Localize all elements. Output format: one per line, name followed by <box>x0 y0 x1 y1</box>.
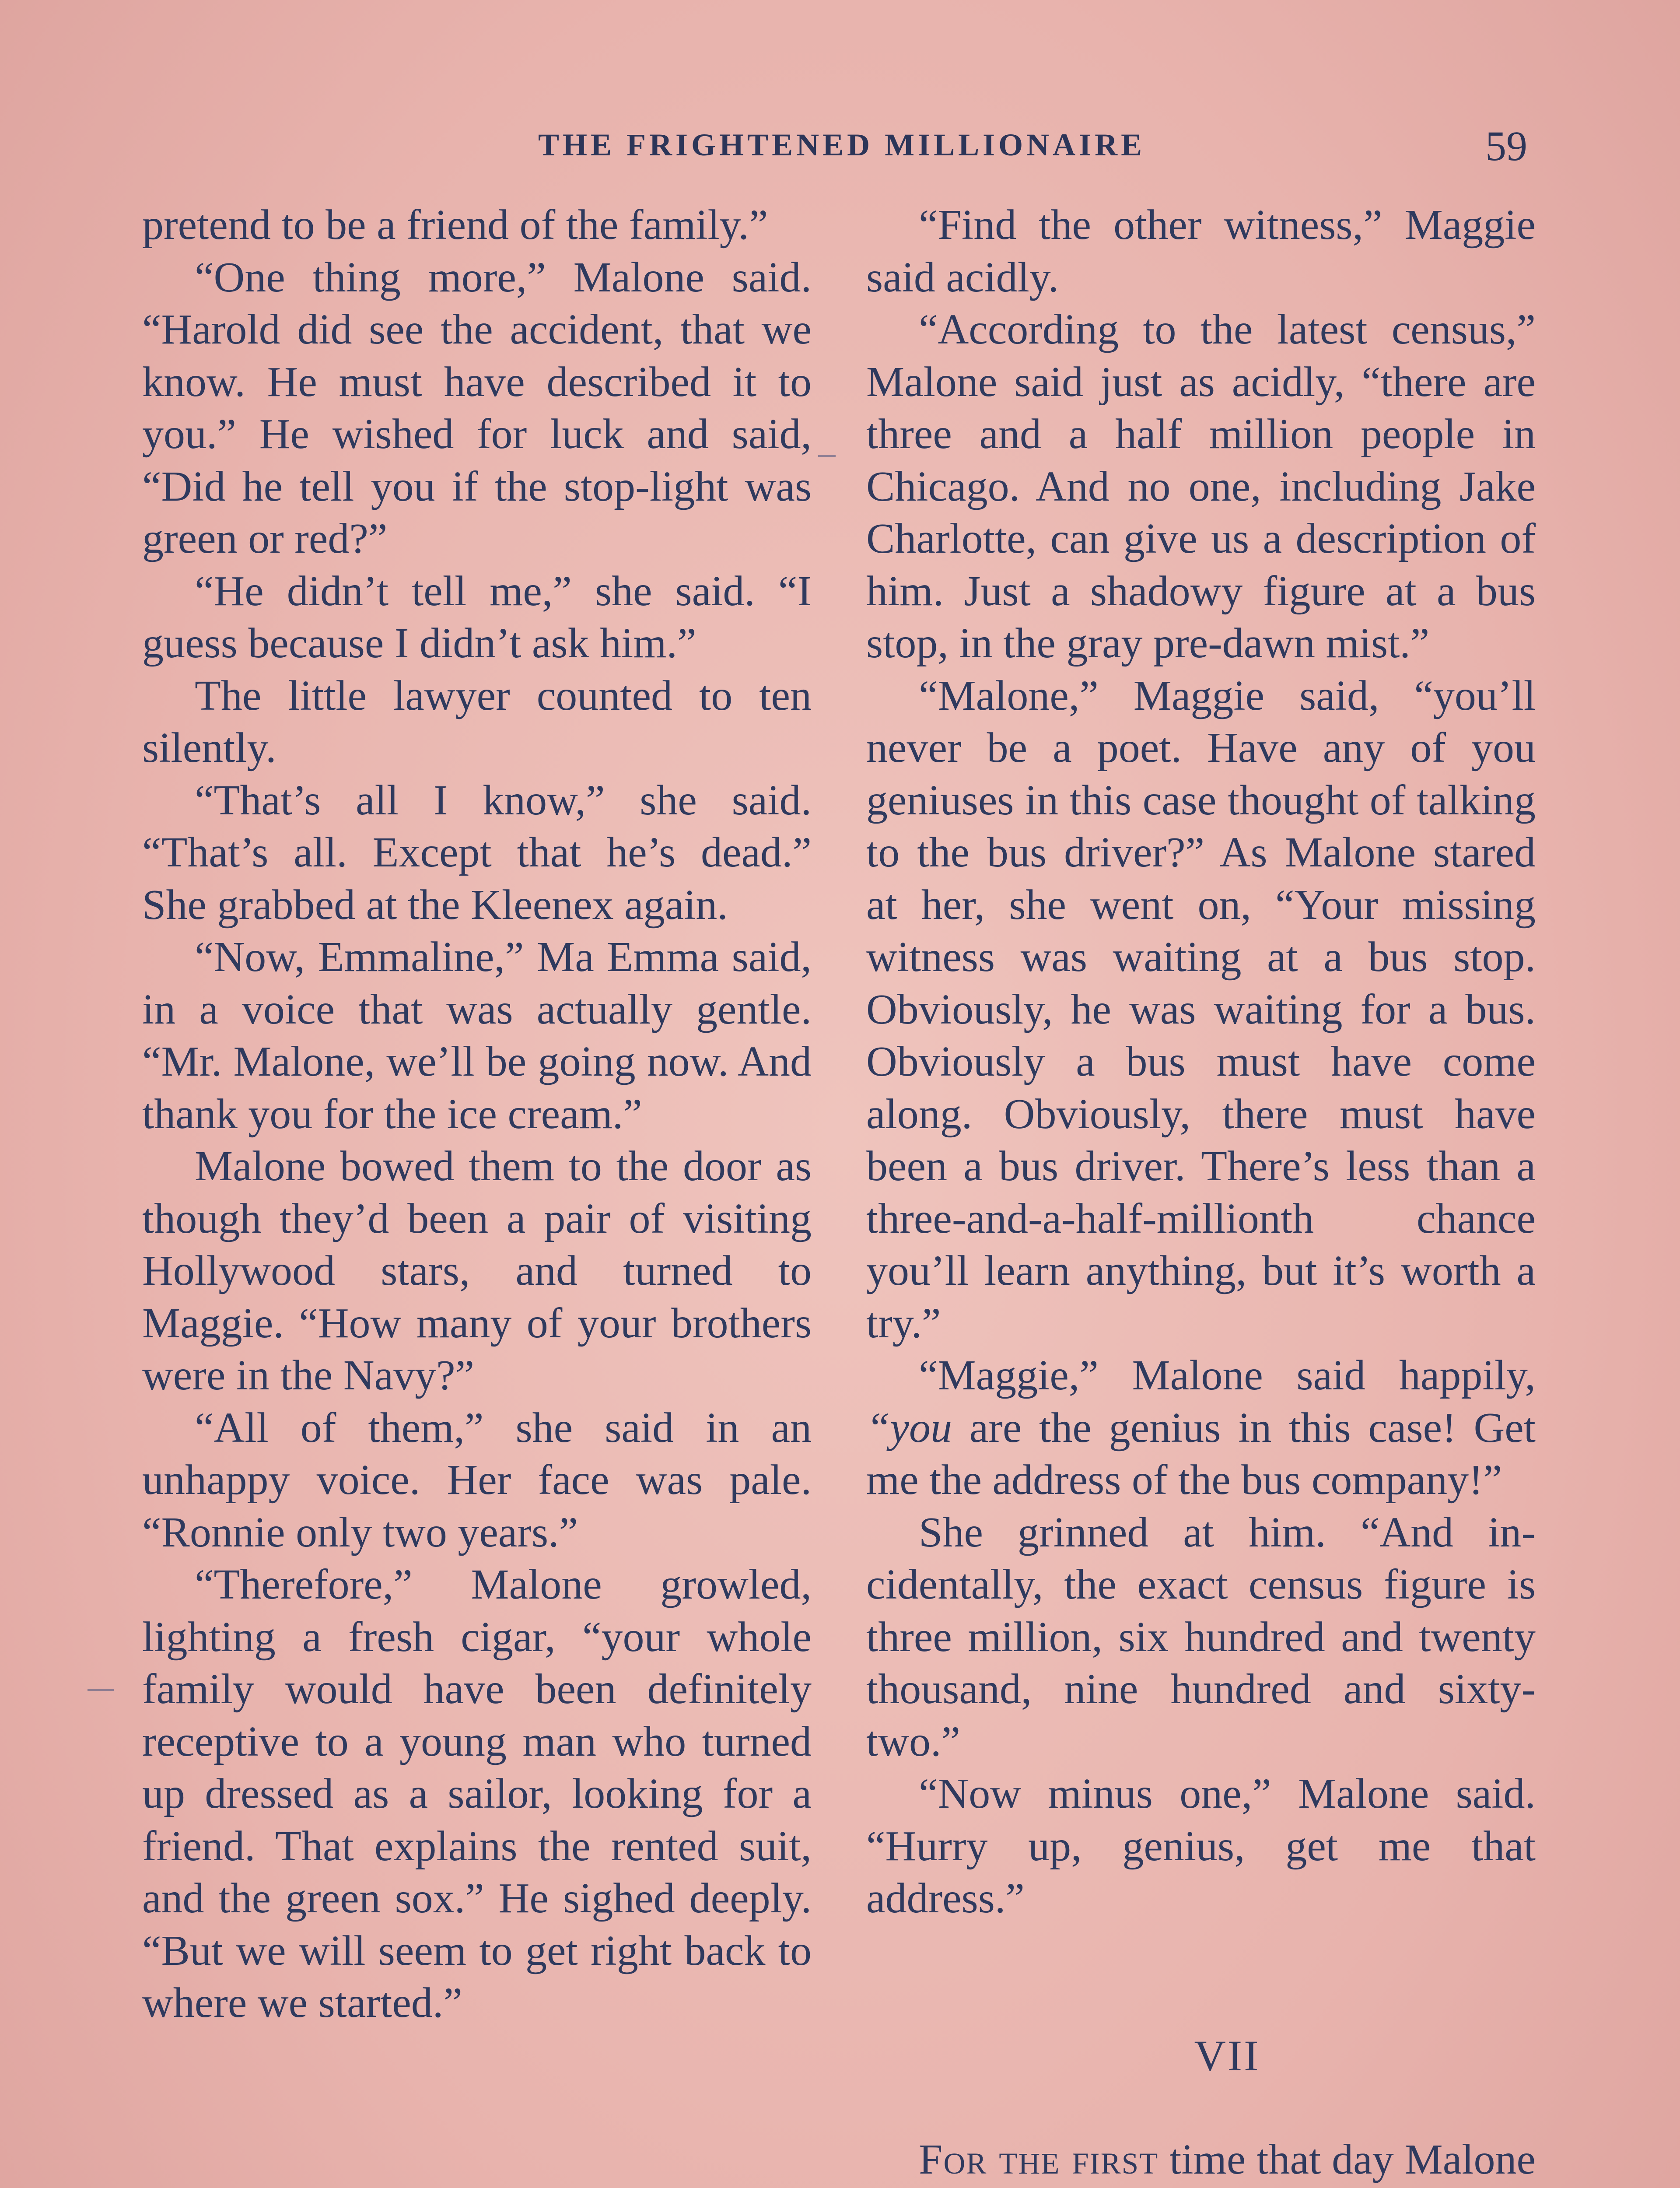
paragraph: Malone bowed them to the door as though they’d been a pair of visiting Hollywood stars, and turned to Maggie. “How many of your brothers were in the Navy?” <box>142 1143 812 1399</box>
paragraph: “He didn’t tell me,” she said. “I guess because I didn’t ask him.” <box>142 567 812 667</box>
spacer <box>866 2082 1536 2134</box>
paragraph-text: “Maggie,” Malone said happily, <box>919 1352 1536 1399</box>
page-number: 59 <box>1485 123 1527 169</box>
paragraph: She grinned at him. “And incidentally, the exact census figure is three million, six hundred and twenty thousand, nine hundred and sixty-two.” <box>866 1508 1536 1765</box>
chapter-heading: VII <box>1194 2031 1260 2080</box>
paragraph: “That’s all I know,” she said. “That’s all. Except that he’s dead.” She grabbed at the Kleenex again. <box>142 776 812 929</box>
paragraph: “All of them,” she said in an unhappy voice. Her face was pale. “Ronnie only two years.” <box>142 1404 812 1556</box>
paragraph: “Find the other witness,” Maggie said acidly. <box>866 201 1536 301</box>
paragraph <box>866 1350 1536 1507</box>
right-column <box>866 199 1536 2188</box>
chapter-opening-paragraph <box>866 2134 1536 2188</box>
paragraph: The little lawyer counted to ten silently. <box>142 672 812 771</box>
margin-mark <box>88 1689 114 1691</box>
paragraph: pretend to be a friend of the family.” <box>142 201 768 249</box>
paragraph: “Malone,” Maggie said, “you’ll never be a poet. Have any of you geniuses in this case thought of talking to the bus driver?” As Malone stared at her, she went on, “Your missing witness was waiting at a bus stop. Obviously, he was waiting for a bus. Obviously a bus must have come along. Obviously, there must have been a bus driver. There’s less than a three-and-a-half-millionth chance you’ll learn anything, but it’s worth a try.” <box>866 672 1536 1347</box>
paragraph: “Now minus one,” Malone said. “Hurry up, genius, get me that address.” <box>866 1770 1536 1922</box>
paragraph: “Therefore,” Malone growled, lighting a fresh cigar, “your whole family would have been definitely receptive to a young man who turned up dressed as a sailor, looking for a friend. That explains the rented suit, and the green sox.” He sighed deeply. “But we will seem to get right back to where we started.” <box>142 1561 812 2027</box>
paragraph: “One thing more,” Malone said. “Harold did see the accident, that we know. He must have described it to you.” He wished for luck and said, “Did he tell you if the stop-light was green or red?” <box>142 253 812 562</box>
emphasis-text: “you <box>866 1404 952 1452</box>
running-title: THE FRIGHTENED MILLIONAIRE <box>538 127 1146 162</box>
spacer <box>866 1925 1536 2030</box>
paragraph: “Now, Emmaline,” Ma Emma said, in a voice that was actually gentle. “Mr. Malone, we’ll be going now. And thank you for the ice cream.” <box>142 933 812 1138</box>
page-header <box>0 123 1680 179</box>
small-caps-lead: For the first <box>919 2136 1159 2183</box>
paragraph: “According to the latest census,” Malone said just as acidly, “there are three and a half million people in Chicago. And no one, including Jake Charlotte, can give us a description of him. Just a shadowy figure at a bus stop, in the gray pre-dawn mist.” <box>866 306 1536 667</box>
paragraph-text: are the genius in this case! Get me the address of the bus company!” <box>866 1404 1536 1504</box>
paragraph-text: time that day Malone <box>1169 2136 1536 2183</box>
margin-mark <box>818 455 836 457</box>
left-column <box>142 199 812 2030</box>
